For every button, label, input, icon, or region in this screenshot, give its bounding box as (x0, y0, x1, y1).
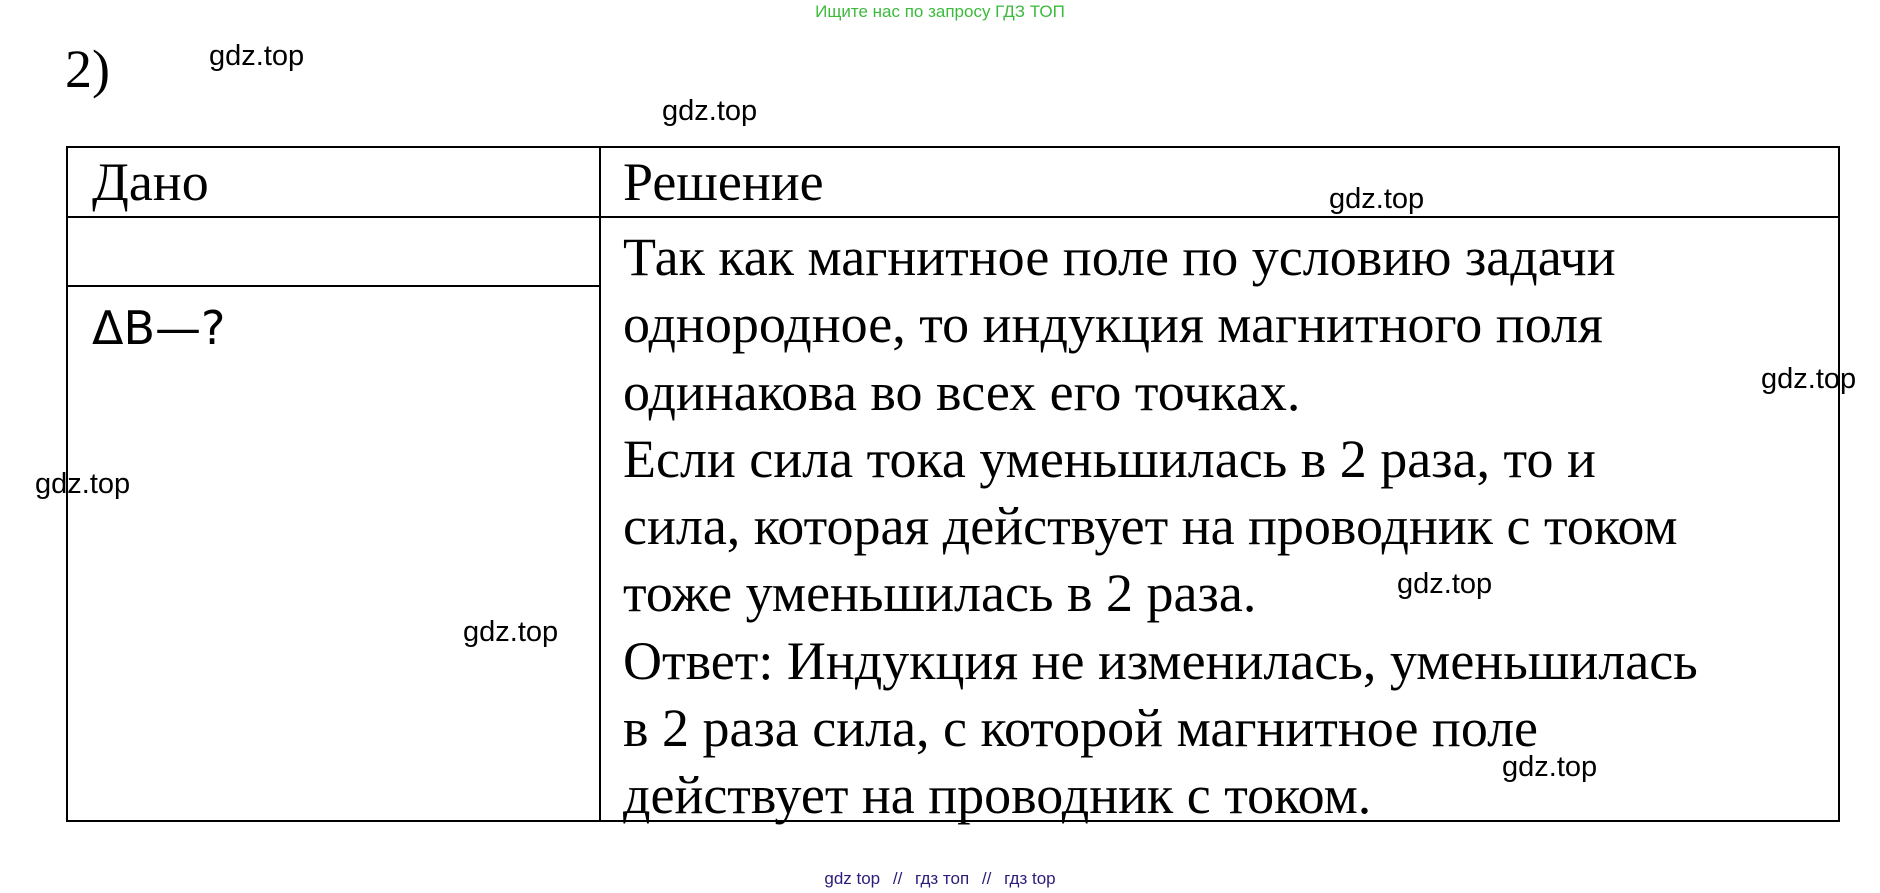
footer-separator: // (892, 869, 903, 888)
watermark: gdz.top (662, 95, 758, 127)
watermark: gdz.top (209, 40, 305, 72)
watermark: gdz.top (1761, 363, 1857, 395)
solution-line: Так как магнитное поле по условию задачи (623, 227, 1616, 287)
solution-line: тоже уменьшилась в 2 раза. (623, 563, 1257, 624)
footer-link[interactable]: гдз топ (915, 869, 970, 888)
given-divider (68, 285, 599, 287)
solution-text (623, 224, 1833, 830)
solution-header: Решение (623, 152, 824, 212)
watermark: gdz.top (1397, 568, 1493, 600)
footer-links (0, 869, 1880, 889)
column-divider (599, 148, 601, 820)
footer-separator: // (981, 869, 992, 888)
solution-line: одинакова во всех его точках. (623, 361, 1301, 422)
watermark: gdz.top (463, 616, 559, 648)
top-banner-text: Ищите нас по запросу ГДЗ ТОП (815, 2, 1065, 21)
answer-line: в 2 раза сила, с которой магнитное поле (623, 698, 1539, 759)
footer-link[interactable]: gdz top (824, 869, 881, 888)
given-header: Дано (92, 152, 209, 212)
find-quantity: ΔB—? (92, 301, 226, 355)
solution-line: сила, которая действует на проводник с током (623, 496, 1678, 557)
task-number: 2) (65, 39, 110, 99)
watermark: gdz.top (35, 468, 131, 500)
solution-line: однородное, то индукция магнитного поля (623, 294, 1603, 355)
answer-line: действует на проводник с током. (623, 765, 1372, 826)
footer-link[interactable]: гдз top (1004, 869, 1056, 888)
answer-line: Ответ: Индукция не изменилась, уменьшилась (623, 630, 1698, 691)
solution-table (66, 146, 1840, 826)
solution-line: Если сила тока уменьшилась в 2 раза, то и (623, 428, 1596, 489)
watermark: gdz.top (1502, 751, 1598, 783)
header-divider (68, 216, 1838, 218)
watermark: gdz.top (1329, 183, 1425, 215)
